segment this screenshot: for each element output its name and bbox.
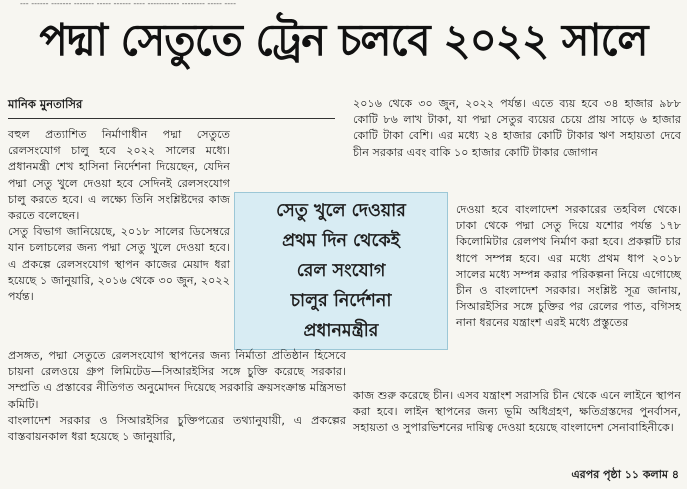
article-column-left-bottom: প্রসঙ্গত, পদ্মা সেতুতে রেলসংযোগ স্থাপনের জন্য নির্মাতা প্রতিষ্ঠান হিসেবে চায়না রেলওয়ে গ্রুপ লিমিটেড—সিআরইসির সঙ্গে চুক্তি করেছে সরকার। সম্প্রতি এ প্রস্তাবের নীতিগত অনুমোদন দিয়েছে সরকারি ক্রয়সংক্রান্ত মন্ত্রিসভা কমিটি। বাংলাদেশ সরকার ও সিআরইসির চুক্তিপত্রের তথ্যানুযায়ী, এ প্রকল্পের বাস্তবায়নকাল ধরা হয়েছে ১ জানুয়ারি, xyxy=(8,349,346,444)
byline: মানিক মুনতাসির xyxy=(8,96,335,119)
pull-quote-text: সেতু খুলে দেওয়ার প্রথম দিন থেকেই রেল সংযোগ চালুর নির্দেশনা প্রধানমন্ত্রীর xyxy=(276,201,406,341)
headline: পদ্মা সেতুতে ট্রেন চলবে ২০২২ সালে xyxy=(39,14,648,66)
article-column-right-top: ২০১৬ থেকে ৩০ জুন, ২০২২ পর্যন্ত। এতে ব্যয় হবে ৩৪ হাজার ৯৮৮ কোটি ৮৬ লাখ টাকা, যা পদ্মা সেতুর ব্যয়ের চেয়ে প্রায় সাড়ে ৬ হাজার কোটি টাকা বেশি। এর মধ্যে ২৪ হাজার কোটি টাকার ঋণ সহায়তা দেবে চীন সরকার এবং বাকি ১০ হাজার কোটি টাকার জোগান xyxy=(353,97,681,159)
pull-quote-box xyxy=(234,192,448,350)
continued-on-page: এরপর পৃষ্ঠা ১১ কলাম ৪ xyxy=(571,468,679,481)
previous-article-strip: --- ------ ------- ------- ----- ------ ---- ----------- -------- ----- ---- xyxy=(20,0,236,8)
article-column-right-bottom: কাজ শুরু করেছে চীন। এসব যন্ত্রাংশ সরাসরি চীন থেকে এনে লাইনে স্থাপন করা হবে। লাইন স্থাপনের জন্য ভূমি অধিগ্রহণ, ক্ষতিগ্রস্তদের পুনর্বাসন, সহায়তা ও সুপারভিশনের দায়িত্ব দেওয়া হয়েছে বাংলাদেশ সেনাবাহিনীকে। xyxy=(353,389,681,435)
article-column-right-middle: দেওয়া হবে বাংলাদেশ সরকারের তহবিল থেকে। ঢাকা থেকে পদ্মা সেতু দিয়ে যশোর পর্যন্ত ১৭৮ কিলোমিটার রেলপথ নির্মাণ করা হবে। প্রকল্পটি চার ধাপে সম্পন্ন হবে। এর মধ্যে প্রথম ধাপ ২০১৮ সালের মধ্যে সম্পন্ন করার পরিকল্পনা নিয়ে এগোচ্ছে চীন ও বাংলাদেশ সরকার। সংশ্লিষ্ট সূত্র জানায়, সিআরইসির সঙ্গে চুক্তির পর রেলের পাত, বগিসহ নানা ধরনের যন্ত্রাংশ এরই মধ্যে প্রস্তুতের xyxy=(456,203,681,330)
article-column-left-top: বহুল প্রত্যাশিত নির্মাণাধীন পদ্মা সেতুতে রেলসংযোগ চালু হবে ২০২২ সালের মধ্যে। প্রধানমন্ত্রী শেখ হাসিনা নির্দেশনা দিয়েছেন, যেদিন পদ্মা সেতু খুলে দেওয়া হবে সেদিনই রেলসংযোগ চালু করতে হবে। এ লক্ষ্যে তিনি সংশ্লিষ্টদের কাজ করতে বলেছেন। সেতু বিভাগ জানিয়েছে, ২০১৮ সালের ডিসেম্বরে যান চলাচলের জন্য পদ্মা সেতু খুলে দেওয়া হবে। এ প্রকল্পে রেলসংযোগ স্থাপন কাজের মেয়াদ ধরা হয়েছে ১ জানুয়ারি, ২০১৬ থেকে ৩০ জুন, ২০২২ পর্যন্ত। xyxy=(8,128,230,304)
